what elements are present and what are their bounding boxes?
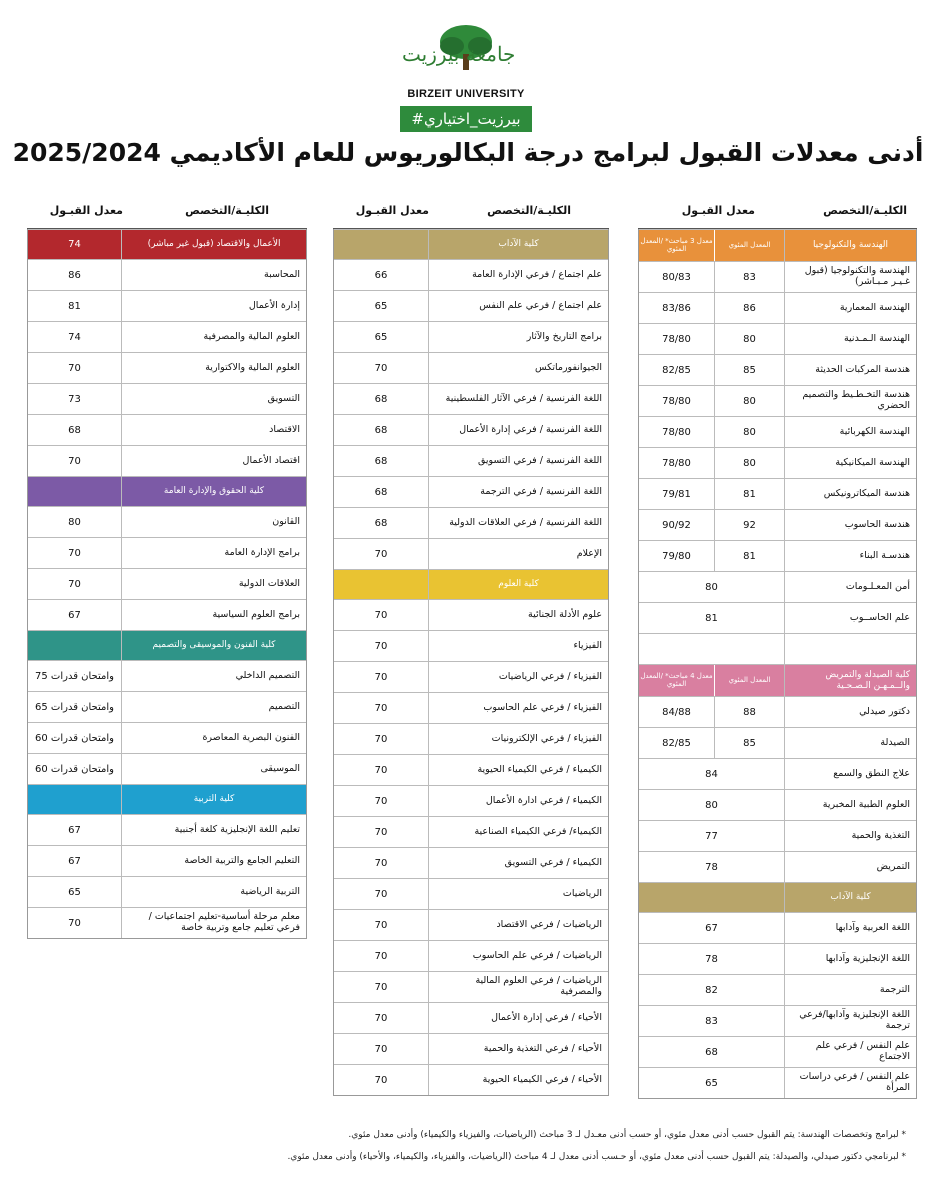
program-name: اللغة الإنجليزية وآدابها bbox=[784, 944, 916, 974]
rate-percent: 88 bbox=[714, 697, 784, 727]
program-name: هندسة التخـطـيط والتصميم الحضري bbox=[784, 386, 916, 416]
program-name: التربية الرياضية bbox=[121, 877, 306, 907]
program-name: الجيوانفورماتكس bbox=[428, 353, 608, 383]
rate-value: 70 bbox=[374, 702, 388, 714]
table-row bbox=[334, 723, 608, 754]
rate-value: 80 bbox=[68, 516, 81, 528]
program-name: الكيمياء / فرعي الكيمياء الحيوية bbox=[428, 755, 608, 785]
program-name: هندسة المركبات الحديثة bbox=[784, 355, 916, 385]
program-name: اللغة الفرنسية / فرعي إدارة الأعمال bbox=[428, 415, 608, 445]
table-row bbox=[28, 660, 306, 691]
rate-value: 60 وامتحان قدرات bbox=[35, 732, 114, 744]
program-name: دكتور صيدلي bbox=[784, 697, 916, 727]
rate-value: 80 bbox=[705, 581, 718, 593]
section-header bbox=[28, 630, 306, 660]
program-name: تعليم اللغة الإنجليزية كلغة أجنبية bbox=[121, 815, 306, 845]
table-row bbox=[334, 661, 608, 692]
column-header bbox=[333, 199, 609, 229]
rate-value: 70 bbox=[374, 1012, 388, 1024]
program-name: الإعلام bbox=[428, 539, 608, 569]
rate-value: 70 bbox=[374, 888, 388, 900]
rate-header: معدل القبـول bbox=[355, 204, 429, 217]
program-name: المحاسبة bbox=[121, 260, 306, 290]
rate-percent: 86 bbox=[714, 293, 784, 323]
program-name: علاج النطق والسمع bbox=[784, 759, 916, 789]
table-row bbox=[28, 321, 306, 352]
table-row bbox=[334, 290, 608, 321]
table-row bbox=[334, 847, 608, 878]
rate-value: 65 bbox=[705, 1077, 718, 1089]
table-row bbox=[639, 943, 916, 974]
section-title: الهندسة والتكنولوجيا bbox=[784, 230, 916, 261]
table-row bbox=[28, 537, 306, 568]
program-name: الأحياء / فرعي الكيمياء الحيوية bbox=[428, 1065, 608, 1095]
table-row bbox=[28, 290, 306, 321]
program-name: الهندسة الكهربائية bbox=[784, 417, 916, 447]
table-row bbox=[28, 599, 306, 630]
table-row bbox=[28, 414, 306, 445]
table-row bbox=[28, 383, 306, 414]
table-row bbox=[334, 785, 608, 816]
rate-subjects: 78/80 bbox=[662, 395, 691, 407]
table-row bbox=[639, 789, 916, 820]
rate-value: 65 bbox=[374, 300, 388, 312]
table-row bbox=[28, 352, 306, 383]
table-row bbox=[334, 476, 608, 507]
table-row bbox=[639, 292, 916, 323]
rate-subjects: 78/80 bbox=[662, 426, 691, 438]
section-title: كلية الصيدلة والتمريض والــمـهـن الـصـحـية bbox=[784, 665, 916, 696]
table-row bbox=[28, 691, 306, 722]
program-name: الرياضيات / فرعي الاقتصاد bbox=[428, 910, 608, 940]
table-row bbox=[334, 909, 608, 940]
section-title: الأعمال والاقتصاد (قبول غير مباشر) bbox=[121, 230, 306, 259]
table-row bbox=[639, 696, 916, 727]
program-name: علم اجتماع / فرعي الإدارة العامة bbox=[428, 260, 608, 290]
program-name: الترجمة bbox=[784, 975, 916, 1005]
table-row bbox=[334, 1033, 608, 1064]
section-header bbox=[639, 882, 916, 912]
program-name: اللغة الفرنسية / فرعي الآثار الفلسطينية bbox=[428, 384, 608, 414]
table-row bbox=[334, 538, 608, 569]
rate-value: 83 bbox=[705, 1015, 718, 1027]
table-row bbox=[334, 940, 608, 971]
rate-percent: 80 bbox=[714, 386, 784, 416]
program-name bbox=[784, 634, 916, 664]
rate-value: 68 bbox=[705, 1046, 718, 1058]
table-row bbox=[639, 633, 916, 664]
program-name: الكيمياء/ فرعي الكيمياء الصناعية bbox=[428, 817, 608, 847]
program-name: الفيزياء bbox=[428, 631, 608, 661]
program-name: علم النفس / فرعي دراسات المرأة bbox=[784, 1068, 916, 1098]
section-header bbox=[639, 664, 916, 696]
rate-value: 77 bbox=[705, 830, 718, 842]
rate-value: 70 bbox=[374, 919, 388, 931]
program-name: الصيدلة bbox=[784, 728, 916, 758]
rate-subjects: 84/88 bbox=[662, 706, 691, 718]
program-name: الهندسة الـمـدنية bbox=[784, 324, 916, 354]
table-row bbox=[28, 907, 306, 938]
subheader-subjects: معدل 4 مباحث* /المعدل المئوي bbox=[640, 671, 713, 688]
program-name: التصميم الداخلي bbox=[121, 661, 306, 691]
table-row bbox=[334, 445, 608, 476]
program-name: علم الحاســوب bbox=[784, 603, 916, 633]
section-title: كلية الفنون والموسيقى والتصميم bbox=[121, 631, 306, 660]
rate-value: 60 وامتحان قدرات bbox=[35, 763, 114, 775]
table-row bbox=[334, 816, 608, 847]
program-name: القانون bbox=[121, 507, 306, 537]
table-row bbox=[639, 571, 916, 602]
program-name: معلم مرحلة أساسية-تعليم اجتماعيات / فرعي تعليم جامع وتربية خاصة bbox=[121, 908, 306, 938]
section-rate: 74 bbox=[68, 239, 81, 250]
rate-value: 86 bbox=[68, 269, 81, 281]
table-row bbox=[334, 321, 608, 352]
rate-value: 68 bbox=[374, 424, 388, 436]
table-row bbox=[639, 540, 916, 571]
rate-percent: 85 bbox=[714, 728, 784, 758]
rate-percent: 80 bbox=[714, 417, 784, 447]
rate-value: 78 bbox=[705, 953, 718, 965]
rate-value: 65 bbox=[68, 886, 81, 898]
right-table bbox=[638, 229, 917, 1099]
program-name: الرياضيات bbox=[428, 879, 608, 909]
program-name: الهندسة والتكنولوجيا (قبول غـيـر مـبـاشر) bbox=[784, 262, 916, 292]
table-row bbox=[639, 478, 916, 509]
table-row bbox=[334, 383, 608, 414]
table-row bbox=[334, 259, 608, 290]
table-row bbox=[639, 1067, 916, 1098]
table-row bbox=[334, 1064, 608, 1095]
footnote-pharmacy: * لبرنامجي دكتور صيدلي، والصيدلة: يتم القبول حسب أدنى معدل مئوي، أو حـسب أدنى معدل لـ 4 مباحث (الرياضيات، والفيزياء، والكيمياء، والأحياء) وأدنى معدل مئوي. bbox=[287, 1152, 906, 1162]
program-name: اللغة العربية وآدابها bbox=[784, 913, 916, 943]
program-name: الكيمياء / فرعي التسويق bbox=[428, 848, 608, 878]
program-header: الكليـة/التخصص bbox=[185, 204, 269, 217]
table-row bbox=[639, 974, 916, 1005]
rate-value: 70 bbox=[374, 733, 388, 745]
table-row bbox=[639, 727, 916, 758]
section-title: كلية العلوم bbox=[428, 570, 608, 599]
table-row bbox=[639, 820, 916, 851]
program-name: اللغة الإنجليزية وآدابها/فرعي ترجمة bbox=[784, 1006, 916, 1036]
rate-percent: 83 bbox=[714, 262, 784, 292]
program-name: علم النفس / فرعي علم الاجتماع bbox=[784, 1037, 916, 1067]
column-header bbox=[27, 199, 307, 229]
rate-value: 70 bbox=[68, 547, 81, 559]
section-header bbox=[28, 476, 306, 506]
program-name: التصميم bbox=[121, 692, 306, 722]
program-name: العلاقات الدولية bbox=[121, 569, 306, 599]
rate-header: معدل القبـول bbox=[49, 204, 123, 217]
rate-value: 65 وامتحان قدرات bbox=[35, 701, 114, 713]
rate-percent: 85 bbox=[714, 355, 784, 385]
rate-subjects: 82/85 bbox=[662, 364, 691, 376]
middle-column bbox=[333, 199, 609, 1096]
rate-value: 70 bbox=[374, 362, 388, 374]
table-row bbox=[28, 568, 306, 599]
program-name: اقتصاد الأعمال bbox=[121, 446, 306, 476]
program-name: الرياضيات / فرعي العلوم المالية والمصرفية bbox=[428, 972, 608, 1002]
left-table bbox=[27, 229, 307, 939]
rate-value: 65 bbox=[374, 331, 388, 343]
program-name: الفيزياء / فرعي علم الحاسوب bbox=[428, 693, 608, 723]
section-title: كلية الحقوق والإدارة العامة bbox=[121, 477, 306, 506]
rate-value: 67 bbox=[705, 922, 718, 934]
subheader-percent: المعدل المئوي bbox=[714, 230, 784, 261]
rate-value: 74 bbox=[68, 331, 81, 343]
table-row bbox=[334, 692, 608, 723]
section-header bbox=[334, 229, 608, 259]
program-name: هندسـة البناء bbox=[784, 541, 916, 571]
section-title: كلية الآداب bbox=[428, 230, 608, 259]
rate-value: 82 bbox=[705, 984, 718, 996]
table-row bbox=[28, 259, 306, 290]
rate-value: 70 bbox=[374, 764, 388, 776]
table-row bbox=[639, 354, 916, 385]
rate-value: 67 bbox=[68, 855, 81, 867]
program-name: هندسة الميكاترونيكس bbox=[784, 479, 916, 509]
rate-value: 68 bbox=[374, 455, 388, 467]
rate-value: 84 bbox=[705, 768, 718, 780]
rate-value: 70 bbox=[374, 640, 388, 652]
program-name: الأحياء / فرعي إدارة الأعمال bbox=[428, 1003, 608, 1033]
table-row bbox=[639, 1036, 916, 1067]
rate-value: 81 bbox=[705, 612, 718, 624]
rate-value: 68 bbox=[68, 424, 81, 436]
rate-value: 70 bbox=[374, 548, 388, 560]
rate-percent: 81 bbox=[714, 541, 784, 571]
table-row bbox=[28, 753, 306, 784]
rate-subjects: 80/83 bbox=[662, 271, 691, 283]
rate-value: 70 bbox=[68, 917, 81, 929]
rate-subjects: 82/85 bbox=[662, 737, 691, 749]
program-name: علوم الأدلة الجنائية bbox=[428, 600, 608, 630]
rate-value: 68 bbox=[374, 393, 388, 405]
rate-subjects: 79/80 bbox=[662, 550, 691, 562]
table-row bbox=[639, 416, 916, 447]
university-logo bbox=[396, 22, 536, 128]
rate-value: 66 bbox=[374, 269, 388, 281]
subheader-subjects: معدل 3 مباحث* /المعدل المئوي bbox=[640, 236, 713, 253]
rate-value: 80 bbox=[705, 799, 718, 811]
table-row bbox=[28, 876, 306, 907]
rate-value: 70 bbox=[68, 455, 81, 467]
logo-hashtag: #بيرزيت_اختياري bbox=[400, 106, 532, 132]
table-row bbox=[334, 1002, 608, 1033]
rate-value: 70 bbox=[374, 609, 388, 621]
rate-subjects: 83/86 bbox=[662, 302, 691, 314]
program-name: الهندسة المعمارية bbox=[784, 293, 916, 323]
program-name: هندسة الحاسوب bbox=[784, 510, 916, 540]
rate-subjects: 78/80 bbox=[662, 457, 691, 469]
table-row bbox=[639, 758, 916, 789]
table-row bbox=[639, 323, 916, 354]
rate-value: 67 bbox=[68, 824, 81, 836]
table-row bbox=[639, 1005, 916, 1036]
left-column bbox=[27, 199, 307, 939]
program-name: الرياضيات / فرعي علم الحاسوب bbox=[428, 941, 608, 971]
program-name: اللغة الفرنسية / فرعي الترجمة bbox=[428, 477, 608, 507]
table-row bbox=[28, 506, 306, 537]
rate-value: 70 bbox=[68, 362, 81, 374]
program-name: برامج التاريخ والآثار bbox=[428, 322, 608, 352]
table-row bbox=[334, 878, 608, 909]
rate-value: 70 bbox=[374, 795, 388, 807]
rate-value: 70 bbox=[374, 826, 388, 838]
program-name: العلوم الطبية المخبرية bbox=[784, 790, 916, 820]
table-row bbox=[334, 352, 608, 383]
rate-value: 70 bbox=[374, 981, 388, 993]
footnote-engineering: * لبرامج وتخصصات الهندسة: يتم القبول حسب أدنى معدل مئوي، أو حسب أدنى معـدل لـ 3 مباحث (الرياضيات، والفيزياء والكيمياء) وأدنى معدل مئوي. bbox=[348, 1130, 906, 1140]
program-name: الكيمياء / فرعي ادارة الأعمال bbox=[428, 786, 608, 816]
rate-value: 70 bbox=[374, 1043, 388, 1055]
program-header: الكليـة/التخصص bbox=[823, 204, 907, 217]
table-row bbox=[334, 754, 608, 785]
logo-arabic-name: جامعة بيرزيت bbox=[402, 42, 516, 66]
program-name: التمريض bbox=[784, 852, 916, 882]
program-header: الكليـة/التخصص bbox=[487, 204, 571, 217]
table-row bbox=[334, 971, 608, 1002]
program-name: علم اجتماع / فرعي علم النفس bbox=[428, 291, 608, 321]
rate-percent: 81 bbox=[714, 479, 784, 509]
rate-value: 68 bbox=[374, 486, 388, 498]
rate-value: 78 bbox=[705, 861, 718, 873]
rate-subjects: 79/81 bbox=[662, 488, 691, 500]
table-row bbox=[639, 851, 916, 882]
program-name: الفيزياء / فرعي الإلكترونيات bbox=[428, 724, 608, 754]
rate-value: 75 وامتحان قدرات bbox=[35, 670, 114, 682]
rate-value: 68 bbox=[374, 517, 388, 529]
program-name: الفيزياء / فرعي الرياضيات bbox=[428, 662, 608, 692]
middle-table bbox=[333, 229, 609, 1096]
table-row bbox=[639, 261, 916, 292]
table-row bbox=[28, 845, 306, 876]
rate-value: 70 bbox=[374, 950, 388, 962]
table-row bbox=[28, 445, 306, 476]
table-row bbox=[639, 509, 916, 540]
column-header bbox=[638, 199, 917, 229]
section-header bbox=[334, 569, 608, 599]
program-name: الموسيقى bbox=[121, 754, 306, 784]
program-name: الهندسة الميكانيكية bbox=[784, 448, 916, 478]
program-name: إدارة الأعمال bbox=[121, 291, 306, 321]
program-name: العلوم المالية والاكتوارية bbox=[121, 353, 306, 383]
program-name: برامج العلوم السياسية bbox=[121, 600, 306, 630]
table-row bbox=[28, 814, 306, 845]
rate-percent: 92 bbox=[714, 510, 784, 540]
table-row bbox=[28, 722, 306, 753]
rate-subjects: 78/80 bbox=[662, 333, 691, 345]
rate-header: معدل القبـول bbox=[681, 204, 755, 217]
rate-value: 73 bbox=[68, 393, 81, 405]
table-row bbox=[334, 630, 608, 661]
table-row bbox=[639, 385, 916, 416]
rate-subjects: 90/92 bbox=[662, 519, 691, 531]
program-name: العلوم المالية والمصرفية bbox=[121, 322, 306, 352]
program-name: التسويق bbox=[121, 384, 306, 414]
rate-value: 70 bbox=[68, 578, 81, 590]
section-header bbox=[639, 229, 916, 261]
program-name: الاقتصاد bbox=[121, 415, 306, 445]
rate-value: 70 bbox=[374, 857, 388, 869]
program-name: الفنون البصرية المعاصرة bbox=[121, 723, 306, 753]
program-name: برامج الإدارة العامة bbox=[121, 538, 306, 568]
right-column bbox=[638, 199, 917, 1099]
rate-value: 70 bbox=[374, 671, 388, 683]
logo-english-name: BIRZEIT UNIVERSITY bbox=[407, 88, 525, 100]
table-row bbox=[334, 599, 608, 630]
section-title: كلية التربية bbox=[121, 785, 306, 814]
program-name: الأحياء / فرعي التغذية والحمية bbox=[428, 1034, 608, 1064]
program-name: أمن المعـلـومات bbox=[784, 572, 916, 602]
table-row bbox=[334, 507, 608, 538]
program-name: التغذية والحمية bbox=[784, 821, 916, 851]
rate-percent: 80 bbox=[714, 324, 784, 354]
rate-value: 81 bbox=[68, 300, 81, 312]
section-header bbox=[28, 784, 306, 814]
table-row bbox=[639, 912, 916, 943]
table-row bbox=[639, 447, 916, 478]
rate-value: 70 bbox=[374, 1074, 388, 1086]
table-row bbox=[334, 414, 608, 445]
section-title: كلية الآداب bbox=[784, 883, 916, 912]
program-name: اللغة الفرنسية / فرعي التسويق bbox=[428, 446, 608, 476]
table-row bbox=[639, 602, 916, 633]
subheader-percent: المعدل المئوي bbox=[714, 665, 784, 696]
rate-value: 67 bbox=[68, 609, 81, 621]
page-title: أدنى معدلات القبول لبرامج درجة البكالوريوس للعام الأكاديمي 2025/2024 bbox=[12, 138, 924, 167]
program-name: اللغة الفرنسية / فرعي العلاقات الدولية bbox=[428, 508, 608, 538]
rate-percent: 80 bbox=[714, 448, 784, 478]
section-header bbox=[28, 229, 306, 259]
program-name: التعليم الجامع والتربية الخاصة bbox=[121, 846, 306, 876]
